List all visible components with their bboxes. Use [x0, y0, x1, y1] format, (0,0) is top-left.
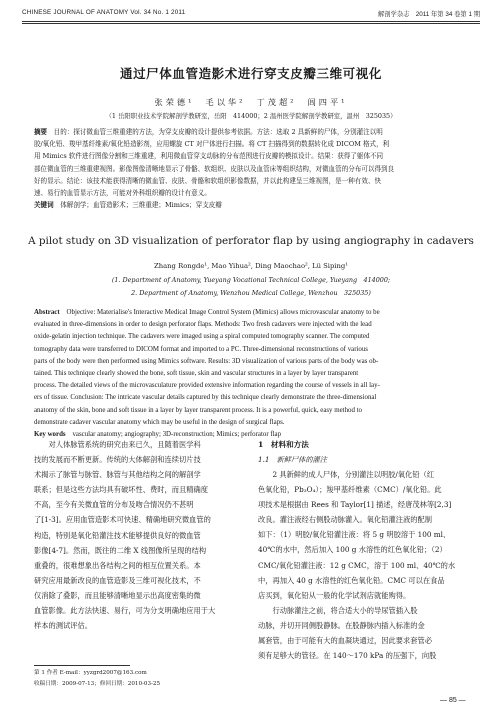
- footnote-email: 第 1 作者 E-mail：yyzgrd2007@163.com: [34, 670, 147, 676]
- abstract-en-line: anatomy of the skin, bone and soft tissue in a layer by layer transparent process. It is a powerful, quick, easy method to: [34, 406, 362, 414]
- section-heading: 1 材料和方法: [258, 440, 309, 449]
- abstract-cn-line: 摘要 目的：探讨微血管三维重建的方法，为穿支皮瓣的设计提供参考依据。方法：选取 2 具新鲜的尸体，分别灌注以明: [34, 128, 383, 136]
- body-line: 术揭示了脉管与脉管、脉管与其他结构之间的解剖学: [34, 470, 201, 480]
- body-line: CMC/氧化铅灌注液：12 g CMC，溶于 100 ml、40℃的水: [258, 560, 456, 570]
- header-rule: [22, 21, 480, 22]
- authors-en: Zhang Rongde¹, Mao Yihua², Ding Maochao², Lü Siping¹: [154, 262, 348, 270]
- abstract-en-line: Abstract Objective: Materialise's Interactive Medical Image Control System (Mimics) allows microvascular anatomy to be: [34, 309, 380, 316]
- abstract-en-line: ers of tissue. Conclusion: The intricate vascular details captured by this technique clearly demonstrate the three-dimensional: [34, 394, 377, 402]
- body-line: 研究应用最新改良的血管造影及三维可视化技术，不: [34, 575, 201, 585]
- body-line: 了[1-3]。应用血管造影术可快速、精确地研究微血管的: [34, 515, 211, 525]
- keywords-cn-label: 关键词: [34, 201, 54, 210]
- journal-name-en: CHINESE JOURNAL OF ANATOMY Vol. 34 No. 1 2011: [22, 9, 186, 16]
- body-line: 40℃的水中，然后加入 100 g 水溶性的红色氧化铅；（2）: [258, 545, 447, 555]
- article-title-en: A pilot study on 3D visualization of perforator flap by using angiography in cadavers: [28, 235, 474, 247]
- body-line: 联系；但是这些方法均具有破坏性、费时，而且精确度: [34, 485, 209, 495]
- body-line: 动脉，并切开同侧股静脉。在股静脉内插入标准的金: [258, 620, 425, 630]
- body-column-left: [34, 437, 252, 633]
- affiliation-en-2: 2. Department of Anatomy, Wenzhou Medical College, Wenzhou 325035): [131, 289, 371, 297]
- abstract-en-line: parts of the body were then performed using Mimics software. Results: 3D visualization of various parts of the body was ob-: [34, 357, 379, 365]
- body-line: 2 具新鲜的成人尸体，分别灌注以明胶/氧化铅（红: [258, 470, 435, 479]
- abstract-en-line: evaluated in three-dimensions in order to design perforator flaps. Methods: Two fresh cadavers were injected with the lead: [34, 321, 372, 329]
- abstract-cn-line: 用 Mimics 软件进行图像分割和三维重建，利用微血管穿支动脉的分布范围进行皮瓣的模拟设计。结果：获得了躯体不同: [34, 152, 384, 161]
- keywords-en-label: Key words: [34, 431, 66, 439]
- header-rule-thin: [22, 23, 480, 24]
- body-line: 中，再加入 40 g 水溶性的红色氧化铅。CMC 可以在食品: [258, 575, 445, 585]
- body-line: 技的发展而不断更新。传统的大体解剖和连续切片技: [34, 455, 201, 465]
- body-line: 须有足够大的管径。在 140～170 kPa 的压强下，向股: [258, 651, 437, 661]
- body-line: 色氧化铅，Pb₃O₄）；羧甲基纤维素（CMC）/氧化铅。此: [258, 485, 442, 495]
- body-line: 影像[4-7]。然而，既往的二维 X 线图像所呈现的结构: [34, 545, 207, 555]
- affiliation-en-1: (1. Department of Anatomy, Yueyang Vocational Technical College, Yueyang 414000;: [111, 276, 391, 284]
- abstract-en-line: tained. This technique clearly showed the bone, soft tissue, skin and vascular structures in a layer by layer transparent: [34, 370, 359, 378]
- running-header: [22, 6, 480, 20]
- abstract-cn-line: 速、易行的血管显示方法，可能对外科组织瓣的设计有意义。: [34, 189, 211, 198]
- footnote-dates: 收稿日期：2009-07-13；修回日期：2010-03-25: [34, 681, 161, 687]
- abstract-en: [34, 307, 474, 441]
- body-line: 对人体脉管系统的研究由来已久，且随着医学科: [34, 440, 201, 449]
- page-number: — 85 —: [440, 697, 466, 704]
- keywords-cn: 关键词 体解剖学；血管造影术；三维重建；Mimics；穿支皮瓣: [34, 201, 222, 210]
- body-column-right: [258, 437, 476, 663]
- body-line: 如下：（1）明胶/氧化铅灌注液：将 5 g 明胶溶于 100 ml、: [258, 530, 451, 540]
- abstract-cn-line: 胶/氧化铅、羧甲基纤维素/氧化铅造影剂，应用螺旋 CT 对尸体进行扫描。将 CT 扫描得到的数据转化成 DICOM 格式，利: [34, 140, 390, 149]
- body-line: 属套管，由于可能有大的血凝块通过，因此要求套管必: [258, 636, 433, 646]
- affiliation-cn: （1 岳阳职业技术学院解剖学教研室，岳阳 414000；2 温州医学院解剖学教研室，温州 325035）: [105, 112, 397, 120]
- subsection-heading: 1.1 新鲜尸体的灌注: [258, 455, 327, 464]
- body-line: 改良。灌注液经右侧股动脉灌入。氧化铅灌注液的配制: [258, 515, 433, 525]
- abstract-en-line: tomography data were transferred to DICOM format and imported to a PC. Three-dimensional reconstructions of various: [34, 345, 368, 353]
- abstract-cn-line: 部位微血管的三维重建视图。影像图像清晰地显示了骨骼、软组织、皮肤以及血管床等组织结构，对微血管的分布可以得到良: [34, 164, 395, 173]
- body-line: 店买到，氧化铅从一般的化学试剂店就能购得。: [258, 590, 411, 600]
- body-line: 血管影像。此方法快速、易行，可为分支明确地应用于大: [34, 606, 216, 616]
- abstract-en-line: oxide-gelatin injection technique. The cadavers were imaged using a spiral computed tomography scanner. The computed: [34, 333, 370, 341]
- body-line: 项技术是根据由 Rees 和 Taylor[1] 描述，经唐茂林等[2,3]: [258, 500, 452, 510]
- body-line: 构造，特别是氧化铅灌注技术能够提供良好的微血管: [34, 530, 201, 540]
- abstract-cn-label: 摘要: [34, 128, 48, 136]
- journal-name-cn: 解剖学杂志 2011 年第 34 卷第 1 期: [377, 11, 480, 18]
- keywords-en: Key words vascular anatomy; angiography; 3D-reconstruction; Mimics; perforator flap: [34, 431, 282, 439]
- footnote-rule: [34, 665, 130, 666]
- abstract-cn: [34, 126, 474, 211]
- body-line: 样本的测试评估。: [34, 621, 93, 631]
- abstract-en-label: Abstract: [34, 309, 60, 316]
- body-line: 仅消除了叠影，而且能够清晰地显示出高度密集的微: [34, 590, 201, 600]
- authors-cn: 张荣德¹ 毛以华² 丁茂超² 闾四平¹: [154, 97, 348, 107]
- body-line: 行动脉灌注之前，将合适大小的导尿管插入股: [258, 605, 418, 615]
- body-line: 不高，至今有关微血管的分布及吻合情况仍不甚明: [34, 500, 194, 510]
- article-title-cn: 通过尸体血管造影术进行穿支皮瓣三维可视化: [119, 66, 382, 81]
- abstract-cn-line: 好的显示。结论：该技术能获得清晰的微血管、皮肤、骨骼和软组织影像数据，并以此构建呈三维视图，是一种有效、快: [34, 176, 381, 185]
- abstract-en-line: process. The detailed views of the microvasculature provided extensive information regarding the course of vessels in all lay-: [34, 382, 380, 390]
- body-line: 重叠的，很难想象出各结构之间的相互位置关系。本: [34, 560, 201, 570]
- abstract-en-line: demonstrate cadaver vascular anatomy which may be useful in the design of surgical flaps.: [34, 418, 285, 426]
